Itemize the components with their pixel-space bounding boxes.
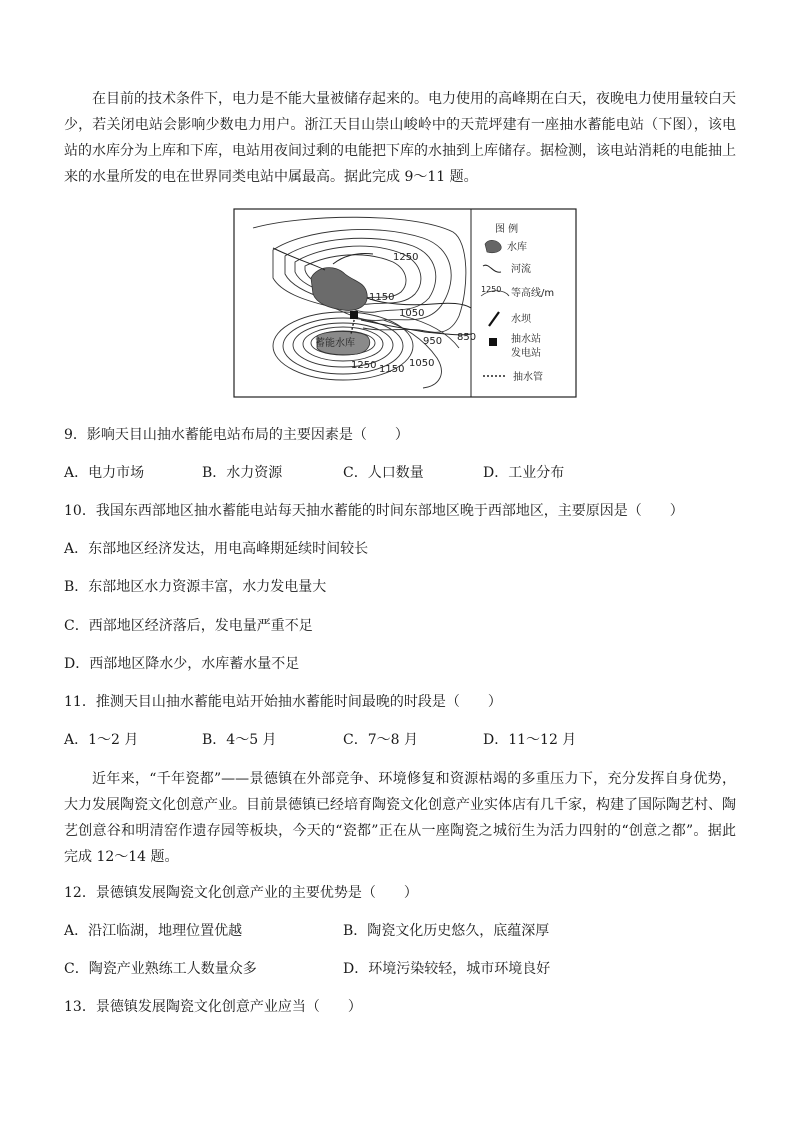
legend-item-reservoir: 水库 (507, 242, 527, 253)
contour-label-1050-lower: 1050 (409, 358, 435, 369)
contour-label-1050-upper: 1050 (399, 308, 425, 319)
reservoir-contour-map (233, 208, 577, 398)
contour-label-850: 850 (457, 332, 477, 343)
q12-option-a: A．沿江临湖，地理位置优越 (64, 923, 243, 939)
q11-option-d: D．11～12 月 (483, 732, 577, 748)
question-9-stem: 9．影响天目山抽水蓄能电站布局的主要因素是（ ） (64, 427, 409, 443)
q11-option-c: C．7～8 月 (343, 732, 418, 748)
contour-label-950: 950 (423, 336, 443, 347)
q9-option-a: A．电力市场 (64, 465, 145, 481)
question-10-stem: 10．我国东西部地区抽水蓄能电站每天抽水蓄能的时间东部地区晚于西部地区，主要原因是（ ） (64, 503, 684, 519)
q10-option-d: D．西部地区降水少，水库蓄水量不足 (64, 656, 300, 672)
q9-option-b: B．水力资源 (202, 465, 283, 481)
legend-title: 图 例 (495, 224, 519, 235)
question-11-stem: 11．推测天目山抽水蓄能电站开始抽水蓄能时间最晚的时段是（ ） (64, 694, 502, 710)
legend-item-river: 河流 (511, 264, 531, 275)
reservoir-label: 蓄能水库 (315, 338, 355, 349)
q9-option-d: D．工业分布 (483, 465, 565, 481)
contour-label-1250-upper: 1250 (393, 252, 419, 263)
q11-option-b: B．4～5 月 (202, 732, 277, 748)
q10-option-a: A．东部地区经济发达，用电高峰期延续时间较长 (64, 541, 369, 557)
q10-option-c: C．西部地区经济落后，发电量严重不足 (64, 618, 313, 634)
q10-option-b: B．东部地区水力资源丰富，水力发电量大 (64, 579, 327, 595)
q12-option-c: C．陶瓷产业熟练工人数量众多 (64, 961, 257, 977)
legend-item-power-station: 发电站 (511, 348, 541, 359)
legend-item-contour: 等高线/m (511, 288, 555, 299)
passage-2: 近年来，“千年瓷都”——景德镇在外部竞争、环境修复和资源枯竭的多重压力下，充分发挥自身优势，大力发展陶瓷文化创意产业。目前景德镇已经培育陶瓷文化创意产业实体店有几千家，构建了国际陶艺村、陶艺创意谷和明清窑作遗存园等板块，今天的“瓷都”正在从一座陶瓷之城衍生为活力四射的“创意之都”。据此完成 12～14 题。 (64, 771, 736, 865)
legend-item-pipe: 抽水管 (513, 372, 543, 383)
q11-option-a: A．1～2 月 (64, 732, 139, 748)
contour-label-1150-lower: 1150 (379, 364, 405, 375)
contour-label-1250-lower: 1250 (351, 360, 377, 371)
q12-option-d: D．环境污染较轻，城市环境良好 (343, 961, 551, 977)
passage-1: 在目前的技术条件下，电力是不能大量被储存起来的。电力使用的高峰期在白天，夜晚电力使用量较白天少，若关闭电站会影响少数电力用户。浙江天目山崇山峻岭中的天荒坪建有一座抽水蓄能电站（下图），该电站的水库分为上库和下库，电站用夜间过剩的电能把下库的水抽到上库储存。据检测，该电站消耗的电能抽上来的水量所发的电在世界同类电站中属最高。据此完成 9～11 题。 (64, 91, 736, 185)
contour-label-1150-upper: 1150 (369, 292, 395, 303)
question-13-stem: 13．景德镇发展陶瓷文化创意产业应当（ ） (64, 999, 362, 1015)
question-12-stem: 12．景德镇发展陶瓷文化创意产业的主要优势是（ ） (64, 885, 418, 901)
q12-option-b: B．陶瓷文化历史悠久，底蕴深厚 (343, 923, 550, 939)
q9-option-c: C．人口数量 (343, 465, 424, 481)
legend-contour-sample: 1250 (481, 285, 502, 294)
legend-item-pump-station: 抽水站 (511, 334, 541, 345)
legend-item-dam: 水坝 (511, 314, 531, 325)
